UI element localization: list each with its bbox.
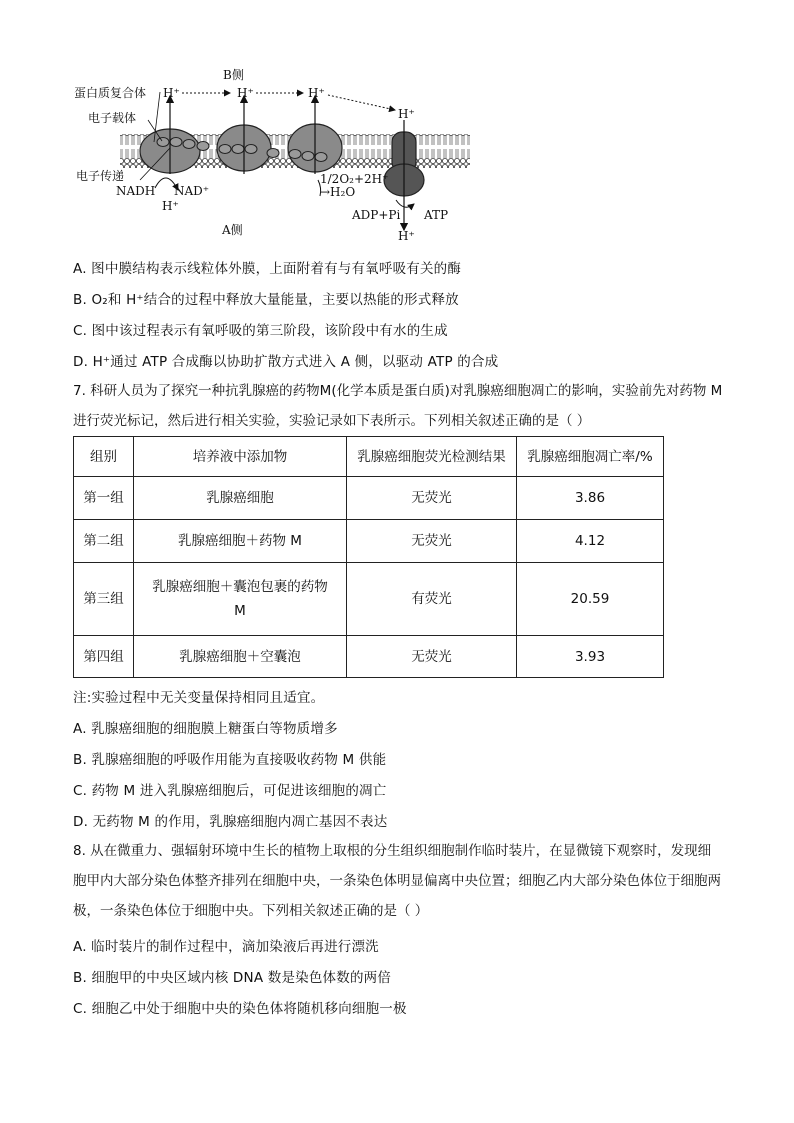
table-cell: 第一组 — [74, 477, 134, 520]
table-header: 乳腺癌细胞凋亡率/% — [517, 437, 664, 477]
table-cell: 第四组 — [74, 636, 134, 678]
table-row — [74, 520, 664, 563]
q7-option-d[interactable]: D. 无药物 M 的作用，乳腺癌细胞内凋亡基因不表达 — [73, 814, 388, 830]
q6-option-a[interactable]: A. 图中膜结构表示线粒体外膜，上面附着有与有氧呼吸有关的酶 — [73, 261, 462, 277]
h-ion-label: H⁺ — [398, 229, 415, 243]
b-side-label: B侧 — [223, 68, 244, 82]
table-cell: 无荧光 — [347, 477, 517, 520]
q8-stem: 8. 从在微重力、强辐射环境中生长的植物上取根的分生组织细胞制作临时装片，在显微镜下观察时，发现细胞甲内大部分染色体整齐排列在细胞中央，一条染色体明显偏离中央位置；细胞乙内大部分染色体位于细胞两极，一条染色体位于细胞中央。下列相关叙述正确的是（ ） — [73, 843, 721, 919]
table-row — [74, 563, 664, 636]
q6-option-d[interactable]: D. H⁺通过 ATP 合成酶以协助扩散方式进入 A 侧，以驱动 ATP 的合成 — [73, 354, 499, 370]
table-header-row — [74, 437, 664, 477]
table-header: 培养液中添加物 — [134, 437, 347, 477]
q8-option-b[interactable]: B. 细胞甲的中央区域内核 DNA 数是染色体数的两倍 — [73, 970, 392, 986]
table-row — [74, 636, 664, 678]
adp-label: ADP+Pi — [352, 208, 401, 222]
water-product-label: →H₂O — [320, 185, 356, 199]
experiment-table — [73, 436, 664, 678]
electron-transfer-label: 电子传递 — [76, 169, 125, 183]
table-cell: 乳腺癌细胞＋空囊泡 — [134, 636, 347, 678]
q7-note: 注:实验过程中无关变量保持相同且适宜。 — [73, 690, 325, 706]
table-cell: 20.59 — [517, 563, 664, 636]
table-header: 乳腺癌细胞荧光检测结果 — [347, 437, 517, 477]
table-cell: 第三组 — [74, 563, 134, 636]
h-ion-label: H⁺ — [308, 86, 325, 100]
table-cell: 乳腺癌细胞＋囊泡包裹的药物 M — [134, 563, 347, 636]
table-cell: 4.12 — [517, 520, 664, 563]
table-header: 组别 — [74, 437, 134, 477]
h-ion-label: H⁺ — [398, 107, 415, 121]
q6-option-c[interactable]: C. 图中该过程表示有氧呼吸的第三阶段，该阶段中有水的生成 — [73, 323, 448, 339]
water-equation-label: 1/2O₂+2H⁺ — [320, 172, 389, 186]
table-cell: 有荧光 — [347, 563, 517, 636]
nad-label: NAD⁺ — [174, 184, 210, 198]
table-cell: 无荧光 — [347, 636, 517, 678]
protein-complex-label: 蛋白质复合体 — [74, 86, 147, 100]
table-cell: 乳腺癌细胞 — [134, 477, 347, 520]
table-cell: 无荧光 — [347, 520, 517, 563]
q7-option-b[interactable]: B. 乳腺癌细胞的呼吸作用能为直接吸收药物 M 供能 — [73, 752, 387, 768]
q8-option-c[interactable]: C. 细胞乙中处于细胞中央的染色体将随机移向细胞一极 — [73, 1001, 407, 1017]
table-cell: 3.86 — [517, 477, 664, 520]
electron-carrier-label: 电子载体 — [88, 111, 137, 125]
q6-option-b[interactable]: B. O₂和 H⁺结合的过程中释放大量能量，主要以热能的形式释放 — [73, 292, 459, 308]
q7-option-c[interactable]: C. 药物 M 进入乳腺癌细胞后，可促进该细胞的凋亡 — [73, 783, 387, 799]
q7-option-a[interactable]: A. 乳腺癌细胞的细胞膜上糖蛋白等物质增多 — [73, 721, 338, 737]
table-cell: 第二组 — [74, 520, 134, 563]
table-cell: 3.93 — [517, 636, 664, 678]
q7-stem: 7. 科研人员为了探究一种抗乳腺癌的药物M(化学本质是蛋白质)对乳腺癌细胞凋亡的影响，实验前先对药物 M 进行荧光标记，然后进行相关实验，实验记录如下表所示。下列相关叙述正确的是（ ） — [73, 383, 723, 429]
a-side-label: A侧 — [222, 223, 243, 237]
q8-option-a[interactable]: A. 临时装片的制作过程中，滴加染液后再进行漂洗 — [73, 939, 379, 955]
h-ion-label: H⁺ — [162, 199, 179, 213]
table-row — [74, 477, 664, 520]
h-ion-label: H⁺ — [237, 86, 254, 100]
nadh-label: NADH — [116, 184, 156, 198]
mitochondrial-membrane-diagram — [70, 62, 490, 247]
h-ion-label: H⁺ — [163, 86, 180, 100]
atp-label: ATP — [424, 208, 449, 222]
table-cell: 乳腺癌细胞＋药物 M — [134, 520, 347, 563]
